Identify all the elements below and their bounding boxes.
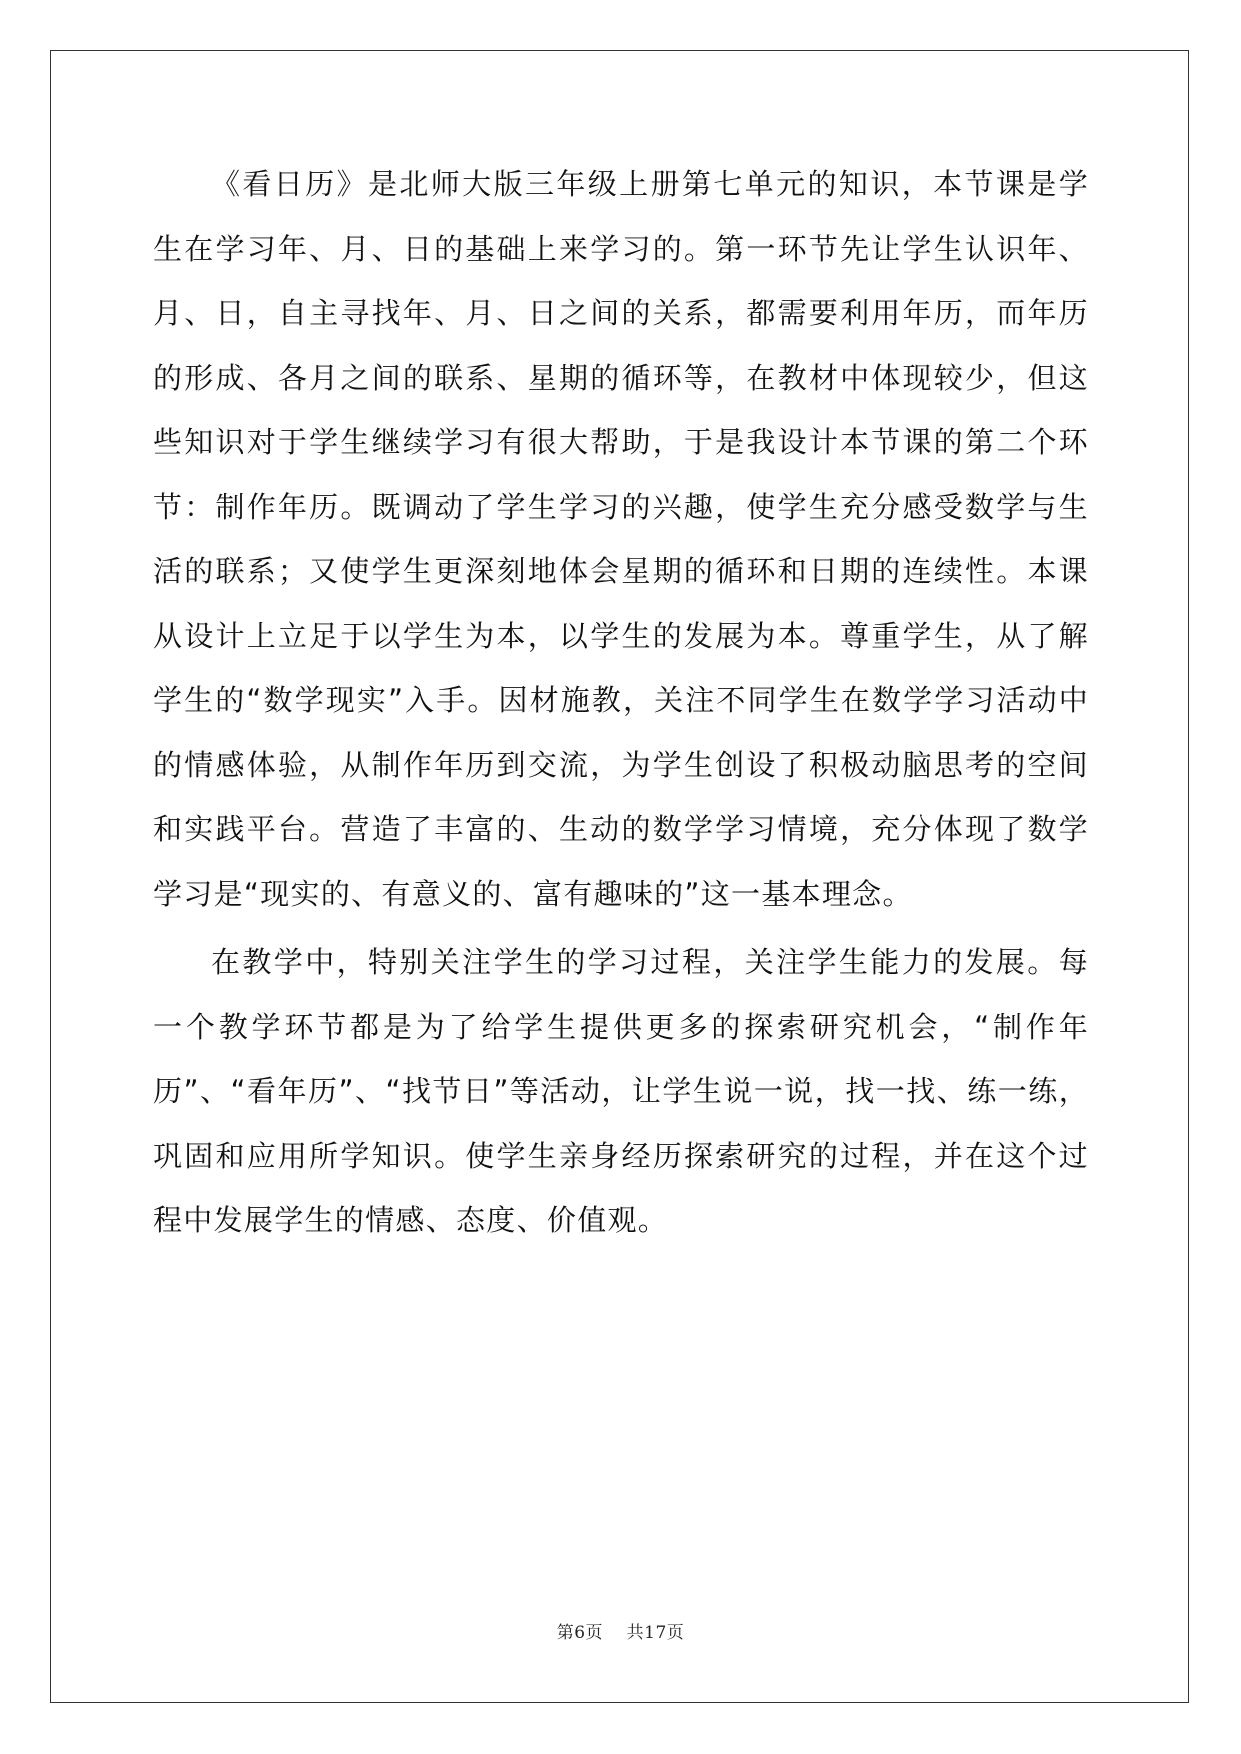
page-number: 第6页: [556, 1623, 604, 1643]
page-footer: [0, 1618, 1241, 1643]
paragraph-1: 《看日历》是北师大版三年级上册第七单元的知识，本节课是学生在学习年、月、日的基础上来学习的。第一环节先让学生认识年、月、日，自主寻找年、月、日之间的关系，都需要利用年历，而年历的形成、各月之间的联系、星期的循环等，在教材中体现较少，但这些知识对于学生继续学习有很大帮助，于是我设计本节课的第二个环节：制作年历。既调动了学生学习的兴趣，使学生充分感受数学与生活的联系；又使学生更深刻地体会星期的循环和日期的连续性。本课从设计上立足于以学生为本，以学生的发展为本。尊重学生，从了解学生的“数学现实”入手。因材施教，关注不同学生在数学学习活动中的情感体验，从制作年历到交流，为学生创设了积极动脑思考的空间和实践平台。营造了丰富的、生动的数学学习情境，充分体现了数学学习是“现实的、有意义的、富有趣味的”这一基本理念。: [153, 167, 1089, 911]
document-body: [153, 152, 1089, 1253]
page-total: 共17页: [626, 1623, 685, 1643]
paragraph-2: 在教学中，特别关注学生的学习过程，关注学生能力的发展。每一个教学环节都是为了给学生提供更多的探索研究机会，“制作年历”、“看年历”、“找节日”等活动，让学生说一说，找一找、练一练，巩固和应用所学知识。使学生亲身经历探索研究的过程，并在这个过程中发展学生的情感、态度、价值观。: [153, 945, 1089, 1237]
